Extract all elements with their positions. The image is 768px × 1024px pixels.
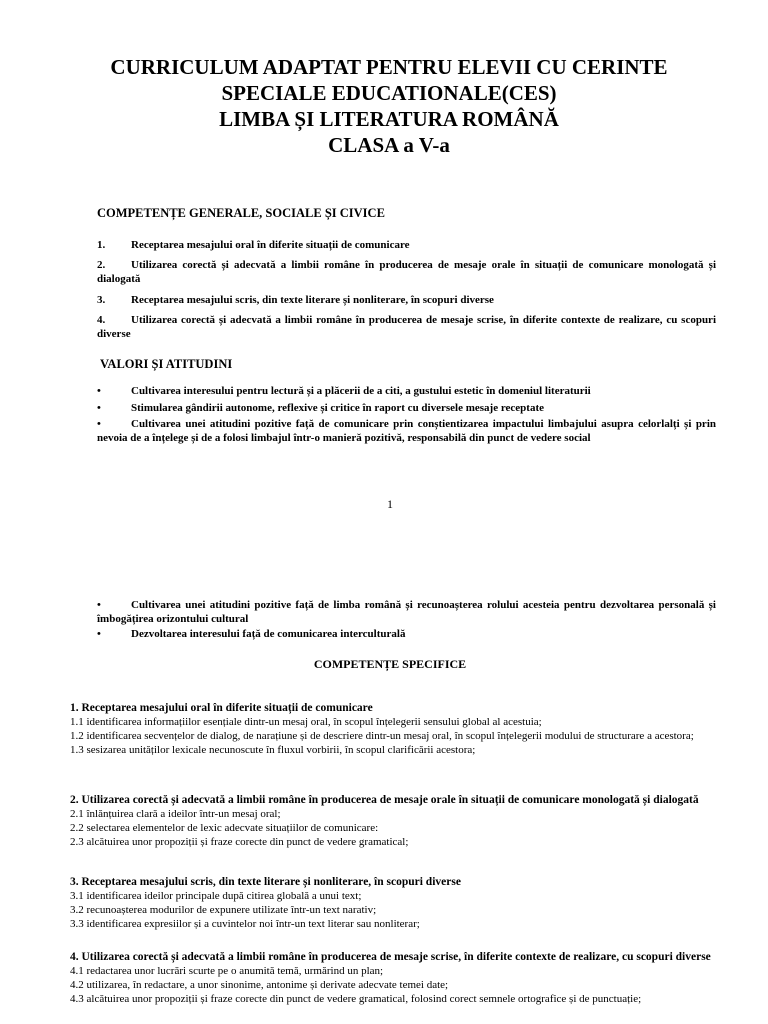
general-competence-3: 3. Receptarea mesajului scris, din texte literare și nonliterare, în scopuri diverse [97, 294, 494, 306]
specific-item: 3.2 recunoașterea modurilor de expunere utilizate într-un text narativ; [70, 904, 377, 916]
specific-group-title: 1. Receptarea mesajului oral în diferite situații de comunicare [70, 702, 373, 714]
specific-item: 4.1 redactarea unor lucrări scurte pe o anumită temă, urmărind un plan; [70, 965, 384, 977]
specific-group-title: 2. Utilizarea corectă și adecvată a limbii române în producerea de mesaje orale în situații de comunicare monologată și dialogată [70, 794, 699, 806]
specific-item: 3.1 identificarea ideilor principale după citirea globală a unui text; [70, 890, 362, 902]
values-item-1: • Cultivarea interesului pentru lectură și a plăcerii de a citi, a gustului estetic în domeniul literaturii [97, 385, 591, 397]
specific-group-title: 4. Utilizarea corectă și adecvată a limbii române în producerea de mesaje scrise, în diferite contexte de realizare, cu scopuri diverse [70, 951, 711, 963]
title-line-4: CLASA a V-a [328, 133, 450, 157]
title-line-1: CURRICULUM ADAPTAT PENTRU ELEVII CU CERINTE [110, 55, 668, 79]
general-competence-2: 2. Utilizarea corectă și adecvată a limbii române în producerea de mesaje orale în situații de comunicare monologată și dialogată [97, 259, 716, 285]
page-number: 1 [387, 497, 393, 511]
document-title [40, 54, 738, 158]
specific-item: 1.3 sesizarea unităților lexicale necunoscute în fluxul vorbirii, în scopul clarificării acestora; [70, 744, 476, 756]
specific-group-4 [70, 950, 738, 1006]
values-item-3: • Cultivarea unei atitudini pozitive față de comunicare prin conștientizarea impactului limbajului asupra celorlalți și prin nevoia de a înțelege și de a folosi limbajul într-o manieră pozitivă, responsabilă din punct de vedere social [97, 418, 716, 444]
specific-item: 3.3 identificarea expresiilor și a cuvintelor noi într-un text literar sau nonliterar; [70, 918, 420, 930]
title-line-2: SPECIALE EDUCATIONALE(CES) [221, 81, 557, 105]
specific-group-title: 3. Receptarea mesajului scris, din texte literare și nonliterare, în scopuri diverse [70, 876, 461, 888]
title-line-3: LIMBA ȘI LITERATURA ROMÂNĂ [219, 107, 559, 131]
general-competences-heading: COMPETENȚE GENERALE, SOCIALE ȘI CIVICE [97, 206, 385, 220]
specific-group-3 [70, 875, 738, 931]
values-item-4: • Cultivarea unei atitudini pozitive față de limba română și recunoașterea rolului acesteia pentru dezvoltarea personală și îmbogățirea orizontului cultural [97, 599, 716, 625]
general-competence-1: 1. Receptarea mesajului oral în diferite situații de comunicare [97, 239, 410, 251]
specific-competences-heading: COMPETENȚE SPECIFICE [313, 657, 467, 671]
specific-item: 4.2 utilizarea, în redactare, a unor sinonime, antonime și derivate adecvate temei date; [70, 979, 449, 991]
specific-group-2 [70, 793, 738, 849]
specific-item: 4.3 alcătuirea unor propoziții și fraze corecte din punct de vedere gramatical, folosind corect semnele ortografice și de punctuație; [70, 993, 642, 1005]
specific-item: 2.3 alcătuirea unor propoziții și fraze corecte din punct de vedere gramatical; [70, 836, 409, 848]
specific-item: 1.2 identificarea secvențelor de dialog, de narațiune și de descriere dintr-un mesaj oral, în scopul înțelegerii modului de structurare a acestora; [70, 730, 694, 742]
values-heading: VALORI ȘI ATITUDINI [100, 357, 233, 371]
specific-group-1 [70, 701, 738, 757]
specific-item: 1.1 identificarea informațiilor esențiale dintr-un mesaj oral, în scopul înțelegerii sensului global al acestuia; [70, 716, 542, 728]
values-item-2: • Stimularea gândirii autonome, reflexive și critice în raport cu diversele mesaje receptate [97, 402, 545, 414]
values-item-5: • Dezvoltarea interesului față de comunicarea interculturală [97, 628, 406, 640]
specific-item: 2.1 înlănțuirea clară a ideilor într-un mesaj oral; [70, 808, 281, 820]
specific-item: 2.2 selectarea elementelor de lexic adecvate situațiilor de comunicare: [70, 822, 379, 834]
general-competence-4: 4. Utilizarea corectă și adecvată a limbii române în producerea de mesaje scrise, în diferite contexte de realizare, cu scopuri diverse [97, 314, 716, 340]
